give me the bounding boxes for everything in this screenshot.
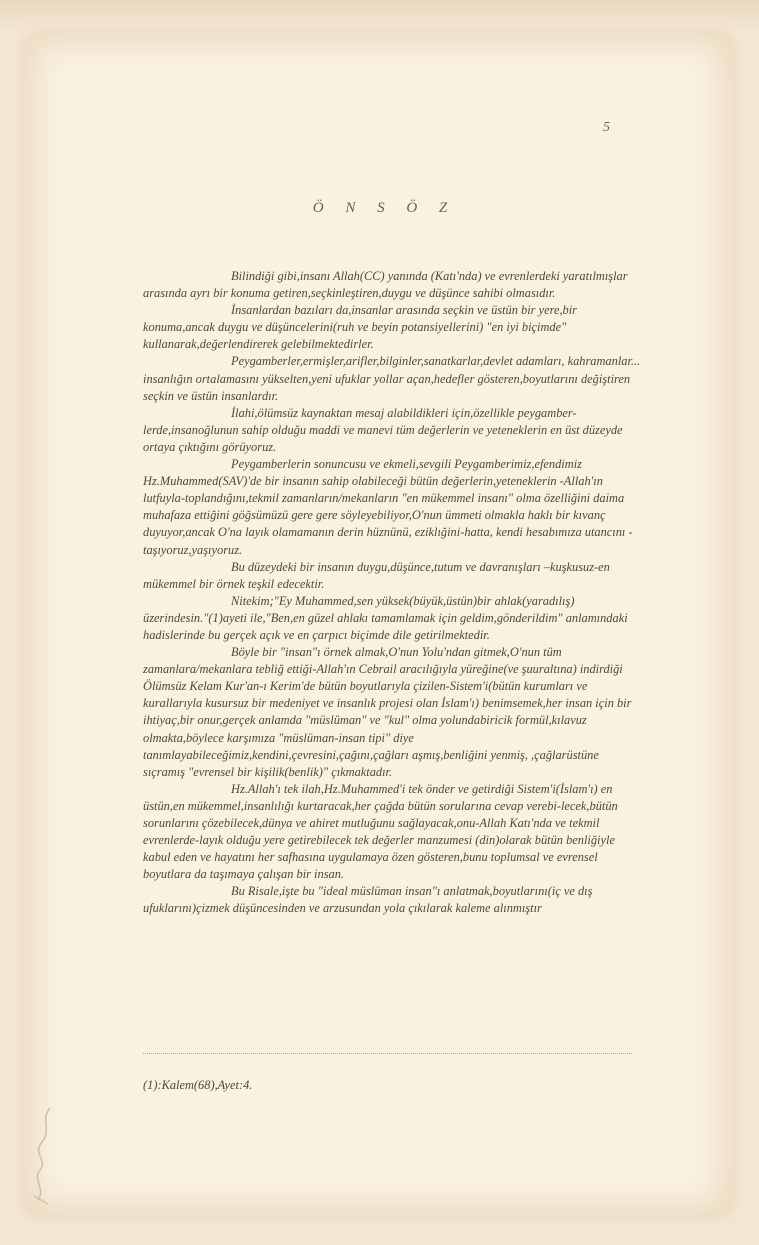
- paragraph-5: Peygamberlerin sonuncusu ve ekmeli,sevgili Peygamberimiz,efendimiz Hz.Muhammed(SAV)'de bir insanın sahip olabileceği bütün değerlerin,yeteneklerin -Allah'ın lutfuyla-toplandığını,tekmil zamanların/mekanların "en mükemmel insanı" olma özelliğini daima muhafaza ettiğini göğsümüzü gere gere söyleyebiliyor,O'nun ümmeti olmakla haklı bir kıvanç duyuyor,ancak O'na layık olamamanın derin hüznünü, eziklığini-hatta, kendi hesabımıza utancını -taşıyoruz,yaşıyoruz.: [143, 457, 633, 557]
- page-title: Ö N S Ö Z: [312, 200, 457, 216]
- background-edge: [0, 0, 759, 30]
- paragraph-10: Bu Risale,işte bu "ideal müslüman insan"ı anlatmak,boyutlarını(iç ve dış ufuklarını)çizmek düşüncesinden ve arzusundan yola çıkılarak kaleme alınmıştır: [143, 884, 593, 916]
- paragraph-9: Hz.Allah'ı tek ilah,Hz.Muhammed'i tek önder ve getirdiği Sistem'i(İslam'ı) en üstün,en mükemmel,insanlılığı kurtaracak,her çağda bütün sorularına cevap verebi-lecek,bütün sorunlarını çözebilecek,dünya ve ahiret mutluğunu sağlayacak,onu-Allah Katı'nda ve tekmil evrenlerde-layık olduğu yere getirebilecek tek değerler manzumesi (din)olarak bütün benliğiyle kabul eden ve hayatını her safhasına uygulamaya özen gösteren,bunu toplumsal ve evrensel boyutlara da taşımaya çalışan bir insan.: [143, 781, 618, 882]
- paragraph-3: Peygamberler,ermişler,arifler,bilginler,sanatkarlar,devlet adamları, kahramanlar... insanlığın ortalamasını yükselten,yeni ufuklar yollar açan,hedefler gösteren,boyutlarını değiştiren seçkin ve üstün insanlardır.: [143, 354, 641, 403]
- signature-mark: [22, 1100, 62, 1210]
- document-body: [143, 268, 641, 918]
- page-number: 5: [603, 120, 610, 135]
- paragraph-6: Bu düzeydeki bir insanın duygu,düşünce,tutum ve davranışları –kuşkusuz-en mükemmel bir örnek teşkil edecektir.: [143, 559, 610, 591]
- paragraph-4: İlahi,ölümsüz kaynaktan mesaj alabildikleri için,özellikle peygamber-lerde,insanoğlunun sahip olduğu maddi ve manevi tüm değerlerin ve yeteneklerin en üst düzeyde ortaya çıktığını görüyoruz.: [143, 405, 623, 454]
- paragraph-1: Bilindiği gibi,insanı Allah(CC) yanında (Katı'nda) ve evrenlerdeki yaratılmışlar arasında ayrı bir konuma getiren,seçkinleştiren,duygu ve düşünce sahibi olmasıdır.: [143, 269, 628, 301]
- paragraph-8: Böyle bir "insan"ı örnek almak,O'nun Yolu'ndan gitmek,O'nun tüm zamanlara/mekanlara tebliğ ettiği-Allah'ın Cebrail aracılığıyla yüreğine(ve şuuraltına) indirdiği Ölümsüz Kelam Kur'an-ı Kerim'de bütün boyutlarıyla çizilen-Sistem'i(bütün kurumları ve kurallarıyla kusursuz bir medeniyet ve insanlık projesi olan İslam'ı) benimsemek,her insan için bir ihtiyaç,bir onur,gerçek anlamda "müslüman" ve "kul" olma yolundabiricik formül,kılavuz olmakta,böylece karşımıza "müslüman-insan tipi" diye tanımlayabileceğimiz,kendini,çevresini,çağını,çağları aşmış,benliğini yenmiş, ,çağlarüstüne sıçramış "evrensel bir kişilik(benlik)" çıkmaktadır.: [143, 645, 632, 779]
- footnote: (1):Kalem(68),Ayet:4.: [143, 1078, 253, 1092]
- footnote-divider: [143, 1053, 632, 1054]
- paragraph-2: İnsanlardan bazıları da,insanlar arasında seçkin ve üstün bir yere,bir konuma,ancak duygu ve düşüncelerini(ruh ve beyin potansiyellerini) "en iyi biçimde" kullanarak,değerlendirerek gelebilmektedirler.: [143, 303, 578, 352]
- paragraph-7: Nitekim;"Ey Muhammed,sen yüksek(büyük,üstün)bir ahlak(yaradılış) üzerindesin."(1)ayeti ile,"Ben,en güzel ahlakı tamamlamak için geldim,gönderildim" anlamındaki hadislerinde bu gerçek açık ve en çarpıcı biçimde dile getirilmektedir.: [143, 593, 628, 642]
